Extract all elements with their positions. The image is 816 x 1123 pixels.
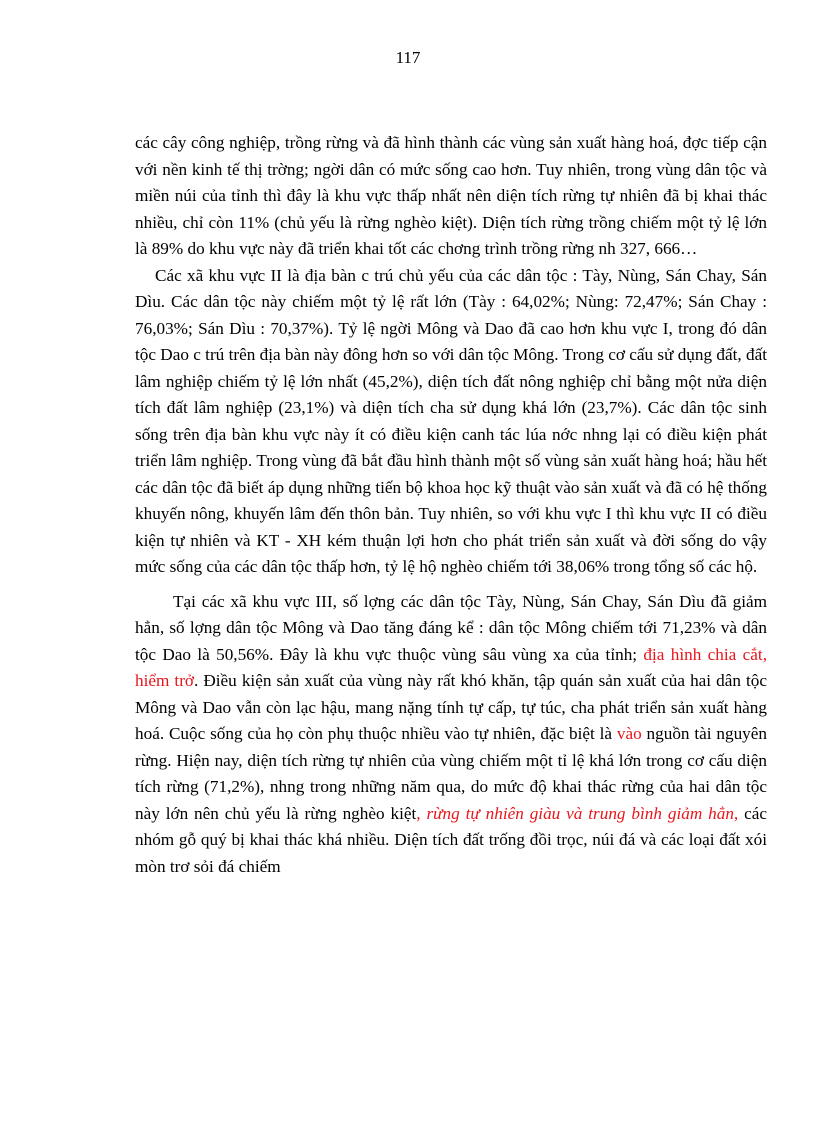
paragraph-2-text: Các xã khu vực II là địa bàn c trú chủ yếu của các dân tộc : Tày, Nùng, Sán Chay, Sán Dìu. Các dân tộc này chiếm một tỷ lệ rất lớn (Tày : 64,02%; Nùng: 72,47%; Sán Chay : 76,03%; Sán Dìu : 70,37%). Tỷ lệ ngời Mông và Dao đã cao hơn khu vực I, trong đó dân tộc Dao c trú trên địa bàn này đông hơn so với dân tộc Mông. Trong cơ cấu sử dụng đất, đất lâm nghiệp chiếm tỷ lệ lớn nhất (45,2%), diện tích đất nông nghiệp chỉ bằng một nửa diện tích đất lâm nghiệp (23,1%) và diện tích cha sử dụng khá lớn (23,7%). Các dân tộc sinh sống trên địa bàn khu vực này ít có điều kiện canh tác lúa nớc nhng lại có điều kiện phát triển lâm nghiệp. Trong vùng đã bắt đầu hình thành một số vùng sản xuất hàng hoá; hầu hết các dân tộc đã biết áp dụng những tiến bộ khoa học kỹ thuật vào sản xuất và đã có hệ thống khuyến nông, khuyến lâm đến thôn bản. Tuy nhiên, so với khu vực I thì khu vực II có điều kiện tự nhiên và KT - XH kém thuận lợi hơn cho phát triển sản xuất và đời sống do vậy mức sống của các dân tộc thấp hơn, tỷ lệ hộ nghèo chiếm tới 38,06% trong tổng số các hộ.: [135, 265, 767, 576]
page-number: 117: [395, 48, 421, 67]
paragraph-3-text-c: nguồn tài nguyên rừng. Hiện nay, diện tích rừng tự nhiên của vùng chiếm một tỉ lệ khá lớn trong cơ cấu diện tích rừng (71,2%), nhng trong những năm qua, do mức độ khai thác rừng của hai dân tộc này lớn nên chủ yếu là rừng nghèo kiệt: [135, 724, 767, 823]
highlight-terrain: địa hình chia cắt, hiểm trở: [135, 644, 767, 690]
paragraph-3: [135, 589, 767, 881]
paragraph-3-text-d: các nhóm gỗ quý bị khai thác khá nhiều. Diện tích đất trống đồi trọc, núi đá và các loại đất xói mòn trơ sỏi đá chiếm: [135, 803, 767, 876]
paragraph-3-text-a: Tại các xã khu vực III, số lợng các dân tộc Tày, Nùng, Sán Chay, Sán Dìu đã giảm hẳn, số lợng dân tộc Mông và Dao tăng đáng kể : dân tộc Mông chiếm tới 71,23% và dân tộc Dao là 50,56%. Đây là khu vực thuộc vùng sâu vùng xa của tỉnh;: [135, 591, 767, 664]
body-text: [135, 130, 767, 880]
paragraph-1: [135, 130, 767, 263]
highlight-vao: vào: [616, 724, 642, 743]
paragraph-2: [135, 263, 767, 581]
paragraph-3-text-b: . Điều kiện sản xuất của vùng này rất khó khăn, tập quán sản xuất của hai dân tộc Mông và Dao vẫn còn lạc hậu, mang nặng tính tự cấp, tự túc, cha phát triển sản xuất hàng hoá. Cuộc sống của họ còn phụ thuộc nhiều vào tự nhiên, đặc biệt là: [135, 671, 767, 743]
paragraph-1-text: các cây công nghiệp, trồng rừng và đã hình thành các vùng sản xuất hàng hoá, đợc tiếp cận với nền kinh tế thị trờng; ngời dân có mức sống cao hơn. Tuy nhiên, trong vùng dân tộc và miền núi của tỉnh thì đây là khu vực thấp nhất nên diện tích rừng tự nhiên đã bị khai thác nhiều, chỉ còn 11% (chủ yếu là rừng nghèo kiệt). Diện tích rừng trồng chiếm một tỷ lệ lớn là 89% do khu vực này đã triển khai tốt các chơng trình trồng rừng nh 327, 666…: [135, 133, 767, 258]
highlight-forest-decline: , rừng tự nhiên giàu và trung bình giảm hẳn,: [416, 803, 739, 823]
